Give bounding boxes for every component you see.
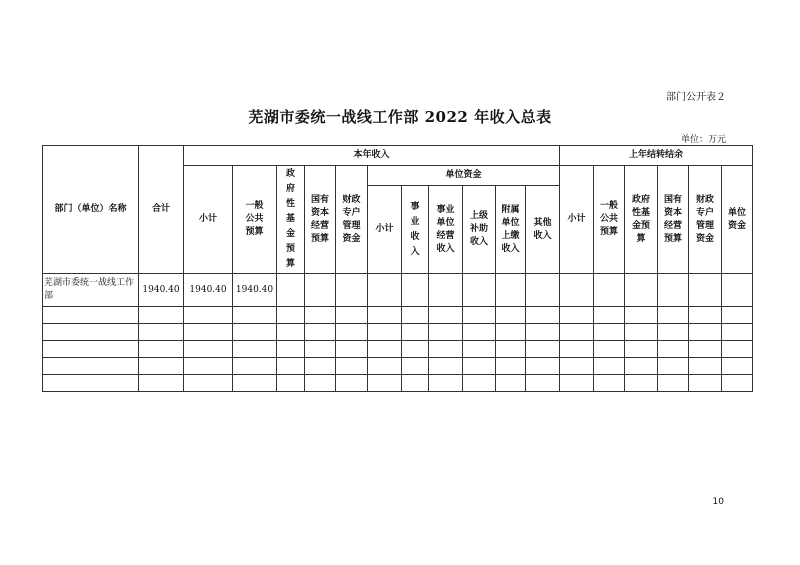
col-header-carry-general-budget: 一般公共预算 <box>594 166 625 274</box>
col-header-carry-subtotal: 小计 <box>560 166 594 274</box>
page-number: 10 <box>712 497 724 507</box>
general-budget-cell: 1940.40 <box>233 274 277 307</box>
col-header-fiscal-special: 财政专户管理资金 <box>336 166 368 274</box>
col-header-business-income: 事业收入 <box>402 186 429 274</box>
table-number-label: 部门公开表２ <box>666 92 726 103</box>
total-cell: 1940.40 <box>139 274 184 307</box>
col-header-business-unit-operating: 事业单位经营收入 <box>429 186 463 274</box>
table-row <box>43 307 753 324</box>
col-header-carry-unit-funds: 单位资金 <box>722 166 753 274</box>
group-header-unit-funds: 单位资金 <box>368 166 560 186</box>
table-row <box>43 358 753 375</box>
col-header-carry-fiscal-special: 财政专户管理资金 <box>689 166 722 274</box>
col-header-carry-state-capital: 国有资本经营预算 <box>658 166 689 274</box>
unit-label: 单位：万元 <box>680 135 726 145</box>
table-row <box>43 274 753 307</box>
col-header-carry-gov-fund: 政府性基金预算 <box>625 166 658 274</box>
table-row <box>43 341 753 358</box>
page-title: 芜湖市委统一战线工作部 2022 年收入总表 <box>248 108 552 126</box>
table-row <box>43 324 753 341</box>
group-header-carryover: 上年结转结余 <box>560 146 753 166</box>
table-row <box>43 375 753 392</box>
col-header-other-income: 其他收入 <box>526 186 560 274</box>
col-header-affiliated-remit: 附属单位上缴收入 <box>496 186 526 274</box>
col-header-gov-fund: 政府性基金预算 <box>277 166 305 274</box>
col-header-state-capital: 国有资本经营预算 <box>305 166 336 274</box>
col-header-total: 合计 <box>139 146 184 274</box>
subtotal-cell: 1940.40 <box>184 274 233 307</box>
col-header-subtotal: 小计 <box>184 166 233 274</box>
dept-name-cell: 芜湖市委统一战线工作部 <box>43 274 139 307</box>
col-header-superior-subsidy: 上级补助收入 <box>463 186 496 274</box>
col-header-dept: 部门（单位）名称 <box>43 146 139 274</box>
income-summary-table <box>42 145 753 392</box>
col-header-general-budget: 一般公共预算 <box>233 166 277 274</box>
group-header-this-year: 本年收入 <box>184 146 560 166</box>
col-header-unit-subtotal: 小计 <box>368 186 402 274</box>
